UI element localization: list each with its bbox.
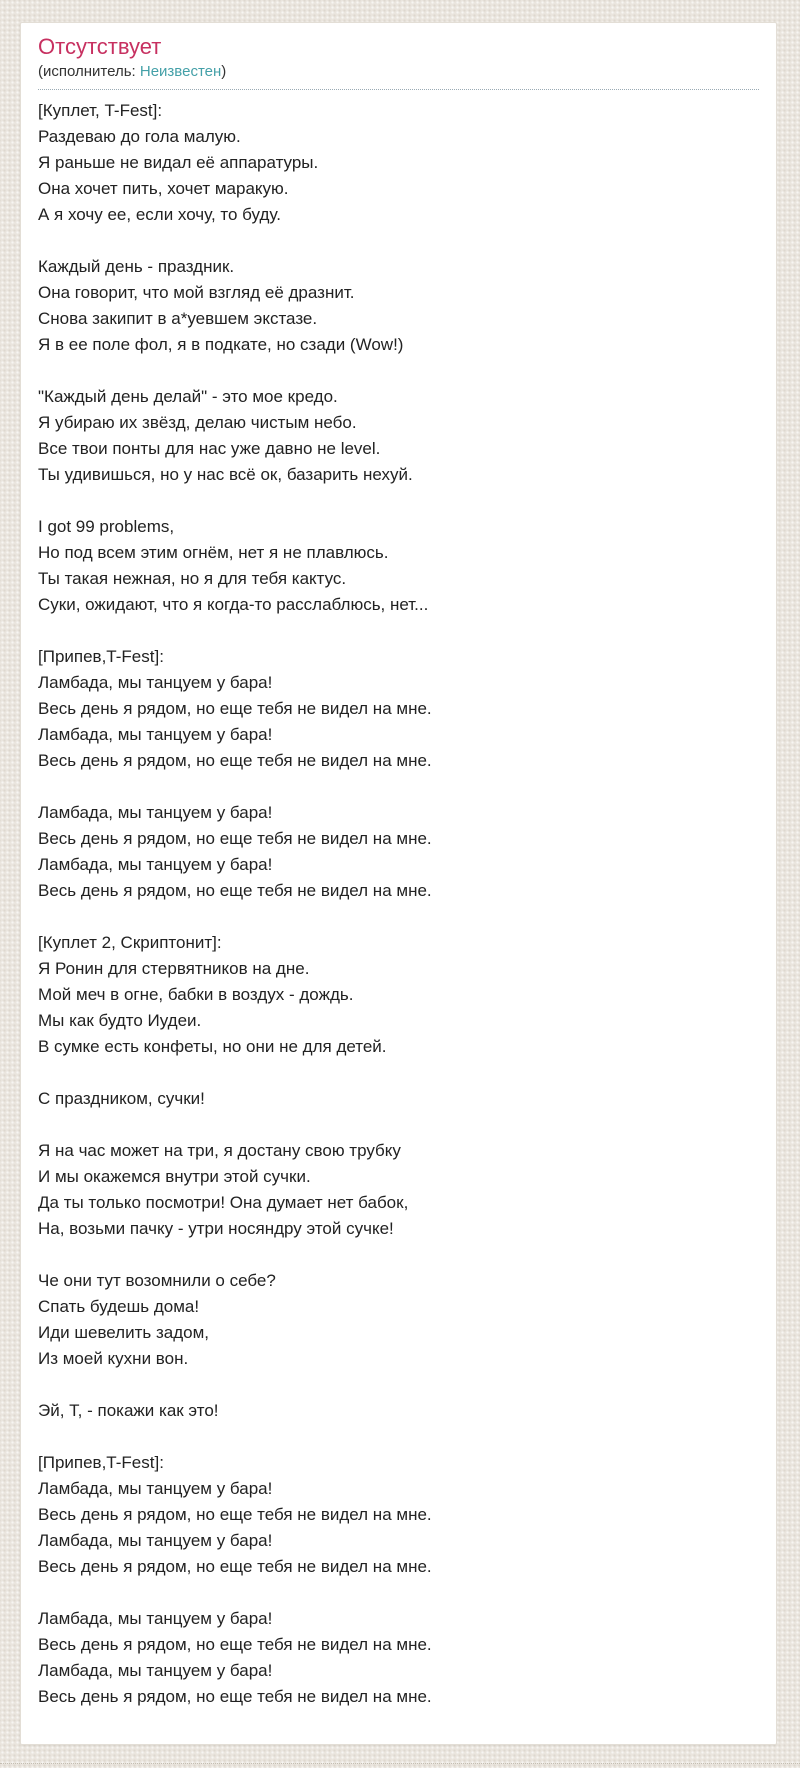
lyrics-line: Эй, Т, - покажи как это! [38, 1401, 219, 1420]
lyrics-line: Ламбада, мы танцуем у бара! [38, 725, 273, 744]
lyrics-line: [Куплет, T-Fest]: [38, 101, 163, 120]
lyrics-line: Но под всем этим огнём, нет я не плавлюсь. [38, 543, 389, 562]
lyrics-line: I got 99 problems, [38, 517, 175, 536]
lyrics-stanza [38, 644, 759, 774]
lyrics-line: На, возьми пачку - утри носяндру этой сучке! [38, 1219, 394, 1238]
lyrics-stanza [38, 514, 759, 618]
lyrics-line: А я хочу ее, если хочу, то буду. [38, 205, 281, 224]
lyrics-line: Че они тут возомнили о себе? [38, 1271, 276, 1290]
lyrics-line: Мы как будто Иудеи. [38, 1011, 202, 1030]
lyrics-line: Весь день я рядом, но еще тебя не видел на мне. [38, 881, 432, 900]
lyrics-line: С праздником, сучки! [38, 1089, 205, 1108]
lyrics-line: Весь день я рядом, но еще тебя не видел на мне. [38, 751, 432, 770]
lyrics [38, 98, 759, 1710]
lyrics-stanza [38, 930, 759, 1060]
lyrics-line: Ты такая нежная, но я для тебя кактус. [38, 569, 347, 588]
lyrics-line: Ламбада, мы танцуем у бара! [38, 855, 273, 874]
lyrics-line: Я убираю их звёзд, делаю чистым небо. [38, 413, 357, 432]
lyrics-line: Я раньше не видал её аппаратуры. [38, 153, 319, 172]
lyrics-stanza [38, 1398, 759, 1424]
lyrics-stanza [38, 98, 759, 228]
page-bottom-divider [0, 1763, 800, 1764]
lyrics-line: Я Ронин для стервятников на дне. [38, 959, 310, 978]
lyrics-line: Иди шевелить задом, [38, 1323, 209, 1342]
lyrics-line: Весь день я рядом, но еще тебя не видел на мне. [38, 1505, 432, 1524]
lyrics-line: [Припев,T-Fest]: [38, 1453, 164, 1472]
lyrics-line: [Куплет 2, Скриптонит]: [38, 933, 222, 952]
lyrics-line: Из моей кухни вон. [38, 1349, 189, 1368]
lyrics-stanza [38, 1268, 759, 1372]
lyrics-stanza [38, 384, 759, 488]
card-content [21, 23, 776, 1730]
performer-line [38, 61, 759, 90]
lyrics-line: Весь день я рядом, но еще тебя не видел на мне. [38, 1635, 432, 1654]
lyrics-line: [Припев,T-Fest]: [38, 647, 164, 666]
artist-link[interactable]: Неизвестен [139, 63, 222, 80]
lyrics-card [20, 22, 777, 1745]
lyrics-stanza [38, 1606, 759, 1710]
lyrics-line: Ламбада, мы танцуем у бара! [38, 1661, 273, 1680]
lyrics-stanza [38, 1138, 759, 1242]
lyrics-line: Мой меч в огне, бабки в воздух - дождь. [38, 985, 354, 1004]
lyrics-line: Она хочет пить, хочет маракую. [38, 179, 289, 198]
lyrics-line: "Каждый день делай" - это мое кредо. [38, 387, 338, 406]
lyrics-stanza [38, 254, 759, 358]
lyrics-stanza [38, 800, 759, 904]
lyrics-line: Она говорит, что мой взгляд её дразнит. [38, 283, 355, 302]
lyrics-line: Ламбада, мы танцуем у бара! [38, 803, 273, 822]
lyrics-line: Весь день я рядом, но еще тебя не видел на мне. [38, 829, 432, 848]
performer-prefix: (исполнитель: [38, 63, 140, 80]
lyrics-line: Весь день я рядом, но еще тебя не видел на мне. [38, 1557, 432, 1576]
lyrics-line: Я в ее поле фол, я в подкате, но сзади (Wow!) [38, 335, 404, 354]
lyrics-stanza [38, 1086, 759, 1112]
lyrics-line: Снова закипит в а*уевшем экстазе. [38, 309, 318, 328]
lyrics-line: Все твои понты для нас уже давно не level. [38, 439, 381, 458]
lyrics-line: Ламбада, мы танцуем у бара! [38, 1609, 273, 1628]
performer-suffix: ) [221, 63, 227, 80]
lyrics-line: Суки, ожидают, что я когда-то расслаблюсь, нет... [38, 595, 429, 614]
lyrics-line: Ламбада, мы танцуем у бара! [38, 673, 273, 692]
lyrics-line: В сумке есть конфеты, но они не для детей. [38, 1037, 387, 1056]
lyrics-line: Ты удивишься, но у нас всё ок, базарить нехуй. [38, 465, 413, 484]
lyrics-line: Каждый день - праздник. [38, 257, 235, 276]
lyrics-line: Весь день я рядом, но еще тебя не видел на мне. [38, 1687, 432, 1706]
lyrics-line: Спать будешь дома! [38, 1297, 200, 1316]
page-title: Отсутствует [38, 34, 162, 59]
lyrics-line: Ламбада, мы танцуем у бара! [38, 1531, 273, 1550]
lyrics-line: Раздеваю до гола малую. [38, 127, 241, 146]
lyrics-line: Я на час может на три, я достану свою трубку [38, 1141, 401, 1160]
lyrics-stanza [38, 1450, 759, 1580]
lyrics-line: Да ты только посмотри! Она думает нет бабок, [38, 1193, 409, 1212]
lyrics-line: Весь день я рядом, но еще тебя не видел на мне. [38, 699, 432, 718]
lyrics-line: Ламбада, мы танцуем у бара! [38, 1479, 273, 1498]
lyrics-line: И мы окажемся внутри этой сучки. [38, 1167, 311, 1186]
